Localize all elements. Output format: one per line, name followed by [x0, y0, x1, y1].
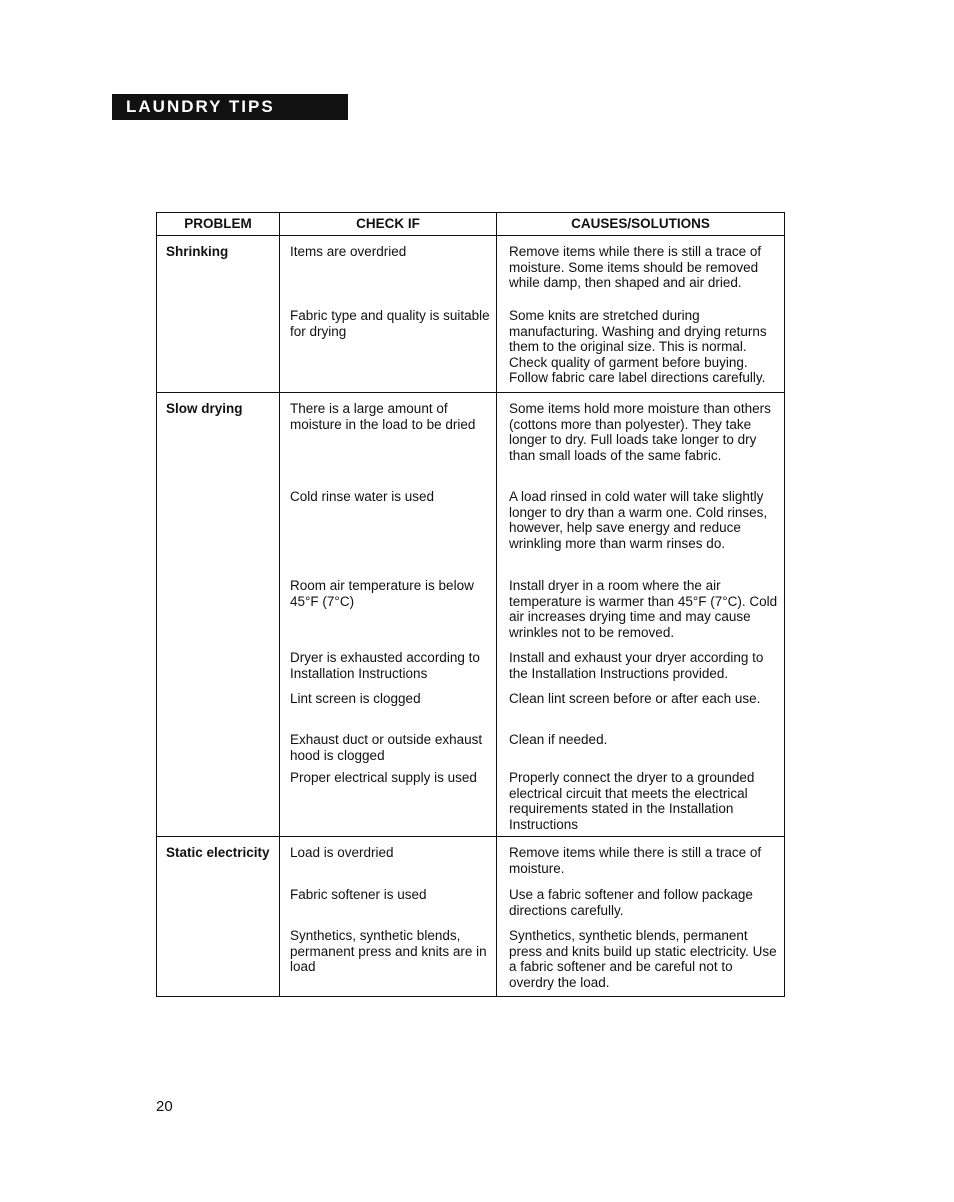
- problem-group-shrinking: [157, 236, 784, 393]
- solution-item: Install dryer in a room where the air temperature is warmer than 45°F (7°C). Cold air increases drying time and may cause wrinkles not to be removed.: [509, 578, 778, 640]
- check-item: Proper electrical supply is used: [290, 770, 477, 785]
- solution-item: Remove items while there is still a trace of moisture.: [509, 845, 762, 876]
- check-item: Lint screen is clogged: [290, 691, 421, 706]
- problem-label: Shrinking: [166, 244, 229, 259]
- check-item: There is a large amount of moisture in the load to be dried: [290, 401, 476, 432]
- column-header-problem: PROBLEM: [184, 216, 252, 231]
- page-number: 20: [156, 1098, 173, 1115]
- table-header-row: [157, 213, 784, 236]
- solution-item: Remove items while there is still a trace of moisture. Some items should be removed while damp, then shaped and air dried.: [509, 244, 762, 291]
- check-item: Room air temperature is below 45°F (7°C): [290, 578, 474, 609]
- check-item: Cold rinse water is used: [290, 489, 435, 504]
- solution-item: Properly connect the dryer to a grounded electrical circuit that meets the electrical requirements stated in the Installation Instructions: [509, 770, 755, 832]
- check-item: Items are overdried: [290, 244, 407, 259]
- troubleshooting-table: [156, 212, 785, 997]
- check-column: [279, 236, 496, 392]
- solution-item: A load rinsed in cold water will take slightly longer to dry than a warm one. Cold rinses, however, help save energy and reduce wrinkling more than warm rinses do.: [509, 489, 768, 551]
- check-item: Fabric softener is used: [290, 887, 427, 902]
- column-header-check-if: CHECK IF: [279, 213, 496, 235]
- check-item: Exhaust duct or outside exhaust hood is clogged: [290, 732, 483, 763]
- check-item: Fabric type and quality is suitable for drying: [290, 308, 490, 339]
- check-item: Load is overdried: [290, 845, 394, 860]
- problem-label: Slow drying: [166, 401, 243, 416]
- solution-item: Clean if needed.: [509, 732, 608, 747]
- check-column: [279, 837, 496, 996]
- problem-group-static-electricity: [157, 837, 784, 996]
- column-header-causes-solutions: CAUSES/SOLUTIONS: [496, 213, 784, 235]
- check-item: Dryer is exhausted according to Installation Instructions: [290, 650, 480, 681]
- solution-column: [496, 393, 784, 836]
- section-banner: LAUNDRY TIPS: [112, 94, 348, 120]
- solution-column: [496, 837, 784, 996]
- solution-item: Use a fabric softener and follow package directions carefully.: [509, 887, 753, 918]
- problem-group-slow-drying: [157, 393, 784, 837]
- solution-item: Some knits are stretched during manufacturing. Washing and drying returns them to the original size. This is normal. Check quality of garment before buying. Follow fabric care label directions carefully.: [509, 308, 767, 386]
- check-item: Synthetics, synthetic blends, permanent press and knits are in load: [290, 928, 487, 975]
- problem-label: Static electricity: [166, 845, 270, 860]
- solution-column: [496, 236, 784, 392]
- solution-item: Clean lint screen before or after each use.: [509, 691, 761, 706]
- check-column: [279, 393, 496, 836]
- solution-item: Synthetics, synthetic blends, permanent press and knits build up static electricity. Use a fabric softener and be careful not to overdry the load.: [509, 928, 777, 990]
- solution-item: Some items hold more moisture than others (cottons more than polyester). They take longer to dry. Full loads take longer to dry than small loads of the same fabric.: [509, 401, 771, 463]
- solution-item: Install and exhaust your dryer according to the Installation Instructions provided.: [509, 650, 764, 681]
